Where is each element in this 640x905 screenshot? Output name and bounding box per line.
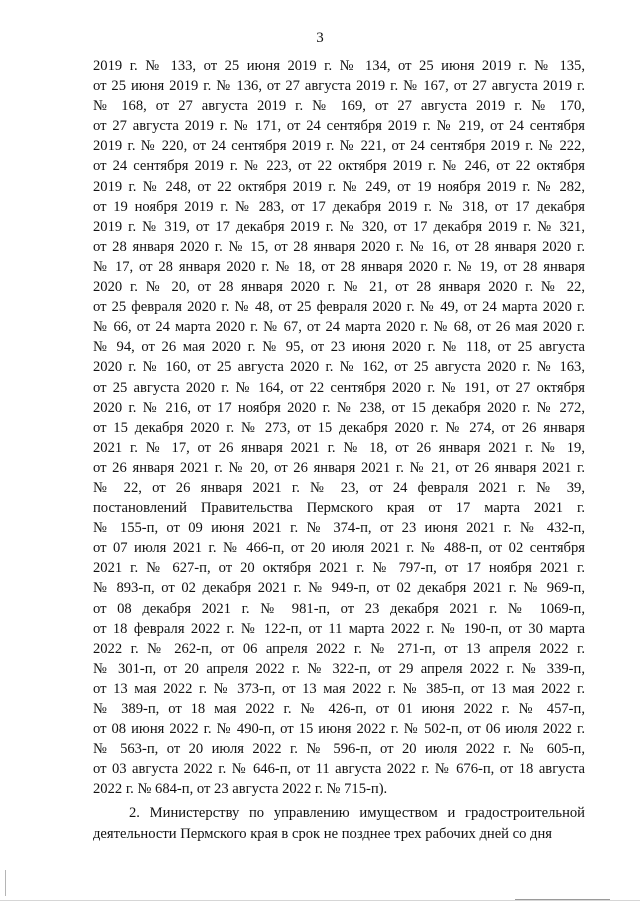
text-line: 2019 г. № 319, от 17 декабря 2019 г. № 320, от 17 декабря 2019 г. № 321, <box>93 218 585 235</box>
text-line: от 27 августа 2019 г. № 171, от 24 сентября 2019 г. № 219, от 24 сентября <box>93 118 585 135</box>
text-line: от 25 августа 2020 г. № 164, от 22 сентября 2020 г. № 191, от 27 октября <box>93 379 585 396</box>
scan-bottom-mark <box>515 899 610 900</box>
text-line: № 22, от 26 января 2021 г. № 23, от 24 февраля 2021 г. № 39, <box>93 479 585 496</box>
paragraph-1 <box>93 56 585 799</box>
text-line: 2019 г. № 133, от 25 июня 2019 г. № 134, от 25 июня 2019 г. № 135, <box>93 58 585 74</box>
scan-left-edge <box>5 870 6 896</box>
text-line: 2022 г. № 684-п, от 23 августа 2022 г. № 715-п). <box>93 781 388 798</box>
text-line: от 07 июля 2021 г. № 466-п, от 20 июля 2021 г. № 488-п, от 02 сентября <box>93 540 585 557</box>
text-line: 2021 г. № 17, от 26 января 2021 г. № 18, от 26 января 2021 г. № 19, <box>93 439 585 456</box>
text-line: № 155-п, от 09 июня 2021 г. № 374-п, от 23 июня 2021 г. № 432-п, <box>93 520 585 537</box>
text-line: 2020 г. № 216, от 17 ноября 2020 г. № 238, от 15 декабря 2020 г. № 272, <box>93 399 585 416</box>
text-line: от 08 июня 2022 г. № 490-п, от 15 июня 2022 г. № 502-п, от 06 июля 2022 г. <box>93 721 585 738</box>
document-body <box>93 56 585 844</box>
text-line: 2022 г. № 262-п, от 06 апреля 2022 г. № 271-п, от 13 апреля 2022 г. <box>93 640 585 657</box>
text-line: от 19 ноября 2019 г. № 283, от 17 декабря 2019 г. № 318, от 17 декабря <box>93 198 585 215</box>
text-line: № 563-п, от 20 июля 2022 г. № 596-п, от 20 июля 2022 г. № 605-п, <box>93 741 585 758</box>
text-line: № 301-п, от 20 апреля 2022 г. № 322-п, от 29 апреля 2022 г. № 339-п, <box>93 660 585 677</box>
text-line: от 15 декабря 2020 г. № 273, от 15 декабря 2020 г. № 274, от 26 января <box>93 419 585 436</box>
text-line: деятельности Пермского края в срок не позднее трех рабочих дней со дня <box>93 825 553 842</box>
text-line: № 94, от 26 мая 2020 г. № 95, от 23 июня 2020 г. № 118, от 25 августа <box>93 339 585 356</box>
text-line: от 18 февраля 2022 г. № 122-п, от 11 марта 2022 г. № 190-п, от 30 марта <box>93 620 585 637</box>
text-line: от 03 августа 2022 г. № 646-п, от 11 августа 2022 г. № 676-п, от 18 августа <box>93 761 585 778</box>
text-line: № 168, от 27 августа 2019 г. № 169, от 27 августа 2019 г. № 170, <box>93 98 585 115</box>
text-line: 2019 г. № 220, от 24 сентября 2019 г. № 221, от 24 сентября 2019 г. № 222, <box>93 138 585 155</box>
text-line: № 66, от 24 марта 2020 г. № 67, от 24 марта 2020 г. № 68, от 26 мая 2020 г. <box>93 319 585 336</box>
text-line: № 17, от 28 января 2020 г. № 18, от 28 января 2020 г. № 19, от 28 января <box>93 258 585 275</box>
text-line: 2020 г. № 20, от 28 января 2020 г. № 21, от 28 января 2020 г. № 22, <box>93 279 585 296</box>
text-line: № 893-п, от 02 декабря 2021 г. № 949-п, от 02 декабря 2021 г. № 969-п, <box>93 580 585 597</box>
paragraph-2 <box>93 803 585 843</box>
text-line: от 25 февраля 2020 г. № 48, от 25 февраля 2020 г. № 49, от 24 марта 2020 г. <box>93 299 585 316</box>
text-line: 2019 г. № 248, от 22 октября 2019 г. № 249, от 19 ноября 2019 г. № 282, <box>93 178 585 195</box>
text-line: 2. Министерству по управлению имуществом и градостроительной <box>129 805 585 822</box>
text-line: от 26 января 2021 г. № 20, от 26 января 2021 г. № 21, от 26 января 2021 г. <box>93 459 585 476</box>
text-line: от 25 июня 2019 г. № 136, от 27 августа 2019 г. № 167, от 27 августа 2019 г. <box>93 78 585 95</box>
text-line: от 13 мая 2022 г. № 373-п, от 13 мая 2022 г. № 385-п, от 13 мая 2022 г. <box>93 680 585 697</box>
text-line: от 28 января 2020 г. № 15, от 28 января 2020 г. № 16, от 28 января 2020 г. <box>93 238 585 255</box>
text-line: 2021 г. № 627-п, от 20 октября 2021 г. № 797-п, от 17 ноября 2021 г. <box>93 560 585 577</box>
text-line: от 24 сентября 2019 г. № 223, от 22 октября 2019 г. № 246, от 22 октября <box>93 158 585 175</box>
scan-bottom-edge <box>0 900 640 901</box>
page-number: 3 <box>316 30 324 46</box>
text-line: № 389-п, от 18 мая 2022 г. № 426-п, от 01 июня 2022 г. № 457-п, <box>93 701 585 717</box>
text-line: 2020 г. № 160, от 25 августа 2020 г. № 162, от 25 августа 2020 г. № 163, <box>93 359 585 376</box>
text-line: постановлений Правительства Пермского края от 17 марта 2021 г. <box>93 500 585 517</box>
text-line: от 08 декабря 2021 г. № 981-п, от 23 декабря 2021 г. № 1069-п, <box>93 600 585 617</box>
